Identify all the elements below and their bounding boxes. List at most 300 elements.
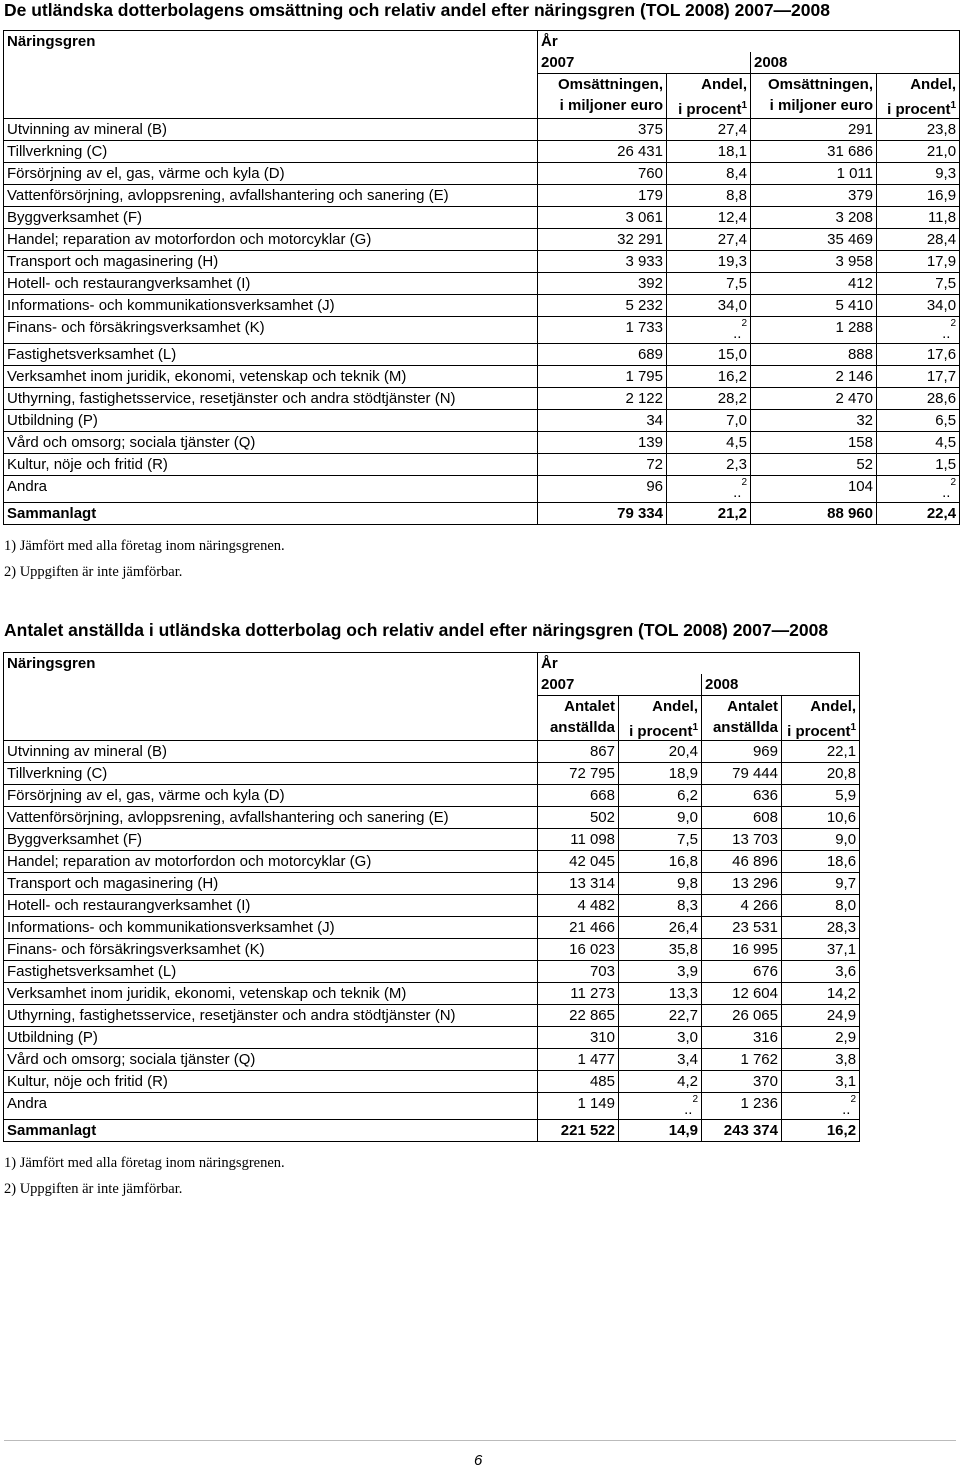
header-row-years bbox=[4, 52, 960, 74]
row-label: Vattenförsörjning, avloppsrening, avfallshantering och sanering (E) bbox=[4, 807, 538, 829]
header-row-year bbox=[4, 31, 960, 53]
cell-value: 52 bbox=[856, 456, 873, 473]
cell-value: .. bbox=[942, 484, 951, 501]
row-label: Försörjning av el, gas, värme och kyla (D) bbox=[4, 785, 538, 807]
column-header-1-line1: Antalet bbox=[564, 698, 615, 715]
row-value-2 bbox=[667, 410, 751, 432]
row-label: Handel; reparation av motorfordon och motorcyklar (G) bbox=[4, 851, 538, 873]
cell-value: 79 444 bbox=[732, 765, 778, 782]
column-header-4-line1: Andel, bbox=[810, 698, 857, 715]
cell-value: 2 122 bbox=[625, 390, 663, 407]
page-number: 6 bbox=[474, 1452, 483, 1469]
row-value-1 bbox=[538, 851, 619, 873]
footnote-ref-2: 2 bbox=[741, 318, 747, 329]
row-value-1 bbox=[538, 388, 667, 410]
cell-value: 2 146 bbox=[835, 368, 873, 385]
row-value-2 bbox=[619, 939, 702, 961]
cell-value: 96 bbox=[646, 478, 663, 495]
row-value-1 bbox=[538, 119, 667, 141]
cell-value: 9,8 bbox=[677, 875, 698, 892]
table-row bbox=[4, 763, 860, 785]
row-value-3 bbox=[751, 119, 877, 141]
row-value-4 bbox=[782, 763, 860, 785]
row-value-2 bbox=[619, 1093, 702, 1120]
cell-value: .. bbox=[733, 325, 742, 342]
row-value-4 bbox=[877, 366, 960, 388]
header-row-columns bbox=[4, 74, 960, 119]
total-value-2: 14,9 bbox=[619, 1120, 702, 1142]
cell-value: 689 bbox=[637, 346, 663, 363]
cell-value: 18,6 bbox=[826, 853, 857, 870]
row-value-4 bbox=[782, 917, 860, 939]
cell-value: 139 bbox=[637, 434, 663, 451]
cell-value: 17,7 bbox=[926, 368, 957, 385]
column-header-3-line2 bbox=[705, 717, 778, 738]
row-value-2 bbox=[619, 741, 702, 763]
table-row bbox=[4, 873, 860, 895]
cell-value: 5 410 bbox=[835, 297, 873, 314]
row-value-1 bbox=[538, 344, 667, 366]
row-label: Vattenförsörjning, avloppsrening, avfallshantering och sanering (E) bbox=[4, 185, 538, 207]
footnote-ref-2: 2 bbox=[850, 1094, 857, 1105]
row-value-4 bbox=[877, 295, 960, 317]
table-row bbox=[4, 1049, 860, 1071]
table-row bbox=[4, 163, 960, 185]
row-value-1 bbox=[538, 829, 619, 851]
row-label: Tillverkning (C) bbox=[4, 763, 538, 785]
row-label: Vård och omsorg; sociala tjänster (Q) bbox=[4, 432, 538, 454]
cell-value: 291 bbox=[847, 121, 873, 138]
cell-value: 19,3 bbox=[717, 253, 747, 270]
table1-footnote-2: 2) Uppgiften är inte jämförbar. bbox=[4, 564, 183, 580]
cell-value: 5 232 bbox=[625, 297, 663, 314]
row-value-1 bbox=[538, 295, 667, 317]
table-row bbox=[4, 317, 960, 344]
row-value-1 bbox=[538, 476, 667, 503]
row-value-4 bbox=[782, 807, 860, 829]
row-value-2 bbox=[667, 273, 751, 295]
column-header-4-line1: Andel, bbox=[910, 76, 957, 93]
cell-value: 34 bbox=[646, 412, 663, 429]
row-value-2 bbox=[619, 1005, 702, 1027]
total-value-3: 243 374 bbox=[702, 1120, 782, 1142]
header-branch-spacer bbox=[4, 696, 538, 741]
cell-value: 14,2 bbox=[826, 985, 857, 1002]
column-header-1-unit: i miljoner euro bbox=[559, 97, 663, 114]
row-value-2 bbox=[619, 807, 702, 829]
row-value-2 bbox=[619, 829, 702, 851]
header-year: År bbox=[538, 31, 960, 53]
row-value-1 bbox=[538, 1027, 619, 1049]
header-row-years bbox=[4, 674, 860, 696]
cell-value: 28,6 bbox=[926, 390, 957, 407]
cell-value: 8,4 bbox=[726, 165, 747, 182]
cell-value: 11 098 bbox=[570, 831, 615, 848]
cell-value: 15,0 bbox=[717, 346, 747, 363]
table-row bbox=[4, 917, 860, 939]
cell-value: 3,4 bbox=[677, 1051, 698, 1068]
row-value-2 bbox=[619, 873, 702, 895]
row-label: Hotell- och restaurangverksamhet (I) bbox=[4, 273, 538, 295]
row-value-3 bbox=[751, 273, 877, 295]
row-value-1 bbox=[538, 141, 667, 163]
table-row bbox=[4, 295, 960, 317]
cell-value: 7,5 bbox=[726, 275, 747, 292]
cell-value: 1 288 bbox=[835, 319, 873, 336]
row-label: Utvinning av mineral (B) bbox=[4, 741, 538, 763]
row-label: Kultur, nöje och fritid (R) bbox=[4, 1071, 538, 1093]
cell-value: 23,8 bbox=[926, 121, 957, 138]
row-value-1 bbox=[538, 1093, 619, 1120]
footnote-ref-1: 1 bbox=[950, 100, 957, 111]
row-value-3 bbox=[702, 873, 782, 895]
table-row bbox=[4, 388, 960, 410]
row-value-4 bbox=[782, 1071, 860, 1093]
cell-value: 4,2 bbox=[677, 1073, 698, 1090]
cell-value: 16,9 bbox=[926, 187, 957, 204]
cell-value: 34,0 bbox=[717, 297, 747, 314]
row-value-4 bbox=[782, 785, 860, 807]
cell-value: 8,8 bbox=[726, 187, 747, 204]
total-label: Sammanlagt bbox=[4, 1120, 538, 1142]
table-row bbox=[4, 807, 860, 829]
footnote-ref-1: 1 bbox=[850, 722, 857, 733]
cell-value: 35 469 bbox=[827, 231, 873, 248]
cell-value: 17,9 bbox=[926, 253, 957, 270]
footnote-ref-2: 2 bbox=[692, 1094, 698, 1105]
row-value-2 bbox=[619, 1049, 702, 1071]
row-value-4 bbox=[877, 207, 960, 229]
row-value-2 bbox=[667, 476, 751, 503]
table-row bbox=[4, 185, 960, 207]
row-value-4 bbox=[782, 1005, 860, 1027]
row-label: Byggverksamhet (F) bbox=[4, 207, 538, 229]
total-value-3: 88 960 bbox=[751, 503, 877, 525]
row-value-1 bbox=[538, 229, 667, 251]
table2-footnote-2: 2) Uppgiften är inte jämförbar. bbox=[4, 1181, 183, 1197]
row-value-3 bbox=[702, 829, 782, 851]
cell-value: 16,8 bbox=[668, 853, 698, 870]
row-value-3 bbox=[702, 983, 782, 1005]
row-value-2 bbox=[667, 207, 751, 229]
column-header-3-line2 bbox=[754, 95, 873, 116]
total-value-1: 79 334 bbox=[538, 503, 667, 525]
cell-value: 32 bbox=[856, 412, 873, 429]
column-header-4 bbox=[877, 74, 960, 119]
cell-value: 3 933 bbox=[625, 253, 663, 270]
table1-title: De utländska dotterbolagens omsättning och relativ andel efter näringsgren (TOL 2008) 2007—2008 bbox=[4, 0, 830, 20]
cell-value: 502 bbox=[589, 809, 615, 826]
table-row bbox=[4, 476, 960, 503]
row-value-1 bbox=[538, 873, 619, 895]
cell-value: 18,9 bbox=[668, 765, 698, 782]
row-value-4 bbox=[877, 410, 960, 432]
row-label: Utvinning av mineral (B) bbox=[4, 119, 538, 141]
row-label: Försörjning av el, gas, värme och kyla (D) bbox=[4, 163, 538, 185]
cell-value: 3 958 bbox=[835, 253, 873, 270]
cell-value: 3 061 bbox=[625, 209, 663, 226]
cell-value: 13 703 bbox=[732, 831, 778, 848]
column-header-3-line1: Omsättningen, bbox=[767, 76, 873, 93]
cell-value: 1 011 bbox=[836, 165, 873, 182]
row-value-3 bbox=[702, 961, 782, 983]
column-header-2-unit: i procent bbox=[678, 101, 742, 118]
cell-value: 2,9 bbox=[835, 1029, 857, 1046]
column-header-4-unit: i procent bbox=[787, 723, 851, 740]
table-row bbox=[4, 344, 960, 366]
cell-value: 888 bbox=[847, 346, 873, 363]
table-row bbox=[4, 454, 960, 476]
cell-value: .. bbox=[942, 325, 951, 342]
row-label: Informations- och kommunikationsverksamhet (J) bbox=[4, 295, 538, 317]
row-value-4 bbox=[782, 873, 860, 895]
cell-value: 8,0 bbox=[835, 897, 857, 914]
cell-value: 18,1 bbox=[717, 143, 747, 160]
cell-value: .. bbox=[842, 1101, 851, 1118]
row-label: Transport och magasinering (H) bbox=[4, 251, 538, 273]
cell-value: 3,0 bbox=[677, 1029, 698, 1046]
cell-value: 760 bbox=[637, 165, 663, 182]
cell-value: 969 bbox=[752, 743, 778, 760]
row-value-3 bbox=[751, 344, 877, 366]
table-row bbox=[4, 251, 960, 273]
cell-value: 392 bbox=[637, 275, 663, 292]
row-value-4 bbox=[877, 476, 960, 503]
cell-value: 34,0 bbox=[926, 297, 957, 314]
total-row bbox=[4, 1120, 860, 1142]
table-row bbox=[4, 939, 860, 961]
row-value-1 bbox=[538, 251, 667, 273]
column-header-2-line1: Andel, bbox=[652, 698, 698, 715]
column-header-2-line2 bbox=[670, 99, 747, 120]
row-label: Uthyrning, fastighetsservice, resetjänster och andra stödtjänster (N) bbox=[4, 1005, 538, 1027]
cell-value: 20,4 bbox=[668, 743, 698, 760]
row-label: Verksamhet inom juridik, ekonomi, vetenskap och teknik (M) bbox=[4, 366, 538, 388]
row-label: Tillverkning (C) bbox=[4, 141, 538, 163]
cell-value: 1 149 bbox=[577, 1095, 615, 1112]
row-value-1 bbox=[538, 741, 619, 763]
row-label: Fastighetsverksamhet (L) bbox=[4, 961, 538, 983]
cell-value: .. bbox=[684, 1101, 693, 1118]
row-value-2 bbox=[667, 432, 751, 454]
row-value-2 bbox=[667, 317, 751, 344]
row-value-2 bbox=[619, 983, 702, 1005]
row-value-1 bbox=[538, 763, 619, 785]
table-row bbox=[4, 432, 960, 454]
cell-value: 27,4 bbox=[717, 231, 747, 248]
table1-footnote-1: 1) Jämfört med alla företag inom näringsgrenen. bbox=[4, 538, 285, 554]
cell-value: 370 bbox=[752, 1073, 778, 1090]
row-label: Andra bbox=[4, 1093, 538, 1120]
row-value-1 bbox=[538, 895, 619, 917]
row-label: Fastighetsverksamhet (L) bbox=[4, 344, 538, 366]
row-label: Byggverksamhet (F) bbox=[4, 829, 538, 851]
cell-value: 6,5 bbox=[935, 412, 957, 429]
row-value-1 bbox=[538, 273, 667, 295]
column-header-1-line2 bbox=[541, 717, 615, 738]
row-value-1 bbox=[538, 185, 667, 207]
row-value-1 bbox=[538, 317, 667, 344]
cell-value: 72 795 bbox=[569, 765, 615, 782]
row-label: Utbildning (P) bbox=[4, 1027, 538, 1049]
cell-value: 2 470 bbox=[835, 390, 873, 407]
cell-value: 608 bbox=[752, 809, 778, 826]
row-value-1 bbox=[538, 1071, 619, 1093]
cell-value: 3,9 bbox=[677, 963, 698, 980]
cell-value: 20,8 bbox=[826, 765, 857, 782]
cell-value: 24,9 bbox=[826, 1007, 857, 1024]
row-label: Andra bbox=[4, 476, 538, 503]
cell-value: 316 bbox=[752, 1029, 778, 1046]
cell-value: 26 431 bbox=[617, 143, 663, 160]
footnote-ref-2: 2 bbox=[950, 477, 957, 488]
table2-title: Antalet anställda i utländska dotterbolag och relativ andel efter näringsgren (TOL 2008) 2007—2008 bbox=[4, 620, 829, 640]
cell-value: 23 531 bbox=[732, 919, 778, 936]
row-value-4 bbox=[877, 185, 960, 207]
row-value-2 bbox=[667, 229, 751, 251]
cell-value: 3,1 bbox=[835, 1073, 857, 1090]
row-label: Transport och magasinering (H) bbox=[4, 873, 538, 895]
total-value-1: 221 522 bbox=[538, 1120, 619, 1142]
table-row bbox=[4, 983, 860, 1005]
row-value-4 bbox=[782, 895, 860, 917]
row-label: Informations- och kommunikationsverksamhet (J) bbox=[4, 917, 538, 939]
header-branch: Näringsgren bbox=[4, 31, 538, 53]
row-value-1 bbox=[538, 939, 619, 961]
header-year-1: 2007 bbox=[538, 52, 751, 74]
cell-value: 11,8 bbox=[927, 209, 957, 226]
employees-table bbox=[3, 652, 860, 1142]
row-value-4 bbox=[782, 1027, 860, 1049]
table-row bbox=[4, 229, 960, 251]
column-header-2 bbox=[667, 74, 751, 119]
row-value-1 bbox=[538, 917, 619, 939]
row-label: Handel; reparation av motorfordon och motorcyklar (G) bbox=[4, 229, 538, 251]
row-value-2 bbox=[619, 785, 702, 807]
cell-value: 2,3 bbox=[726, 456, 747, 473]
cell-value: 22 865 bbox=[569, 1007, 615, 1024]
cell-value: 12,4 bbox=[717, 209, 747, 226]
footnote-ref-2: 2 bbox=[741, 477, 747, 488]
cell-value: 16 995 bbox=[732, 941, 778, 958]
header-year-1: 2007 bbox=[538, 674, 702, 696]
row-value-3 bbox=[751, 454, 877, 476]
footnote-ref-1: 1 bbox=[692, 722, 698, 733]
column-header-3-unit: i miljoner euro bbox=[769, 97, 873, 114]
column-header-3 bbox=[702, 696, 782, 741]
cell-value: 27,4 bbox=[717, 121, 747, 138]
row-value-4 bbox=[782, 741, 860, 763]
cell-value: 668 bbox=[589, 787, 615, 804]
table-row bbox=[4, 1027, 860, 1049]
cell-value: 1,5 bbox=[935, 456, 957, 473]
cell-value: 32 291 bbox=[617, 231, 663, 248]
row-label: Finans- och försäkringsverksamhet (K) bbox=[4, 939, 538, 961]
row-value-2 bbox=[619, 1027, 702, 1049]
row-value-4 bbox=[877, 141, 960, 163]
row-label: Uthyrning, fastighetsservice, resetjänster och andra stödtjänster (N) bbox=[4, 388, 538, 410]
row-value-2 bbox=[667, 185, 751, 207]
table-row bbox=[4, 785, 860, 807]
cell-value: 375 bbox=[637, 121, 663, 138]
cell-value: 9,0 bbox=[835, 831, 857, 848]
row-value-3 bbox=[751, 388, 877, 410]
table-row bbox=[4, 851, 860, 873]
row-value-4 bbox=[782, 851, 860, 873]
cell-value: 379 bbox=[847, 187, 873, 204]
row-value-4 bbox=[877, 251, 960, 273]
row-label: Kultur, nöje och fritid (R) bbox=[4, 454, 538, 476]
row-value-4 bbox=[877, 119, 960, 141]
row-value-4 bbox=[877, 454, 960, 476]
footnote-ref-1: 1 bbox=[741, 100, 747, 111]
row-value-2 bbox=[619, 961, 702, 983]
row-value-3 bbox=[751, 229, 877, 251]
row-value-3 bbox=[751, 317, 877, 344]
table-row bbox=[4, 1093, 860, 1120]
row-value-2 bbox=[619, 917, 702, 939]
row-value-3 bbox=[702, 807, 782, 829]
row-value-4 bbox=[877, 317, 960, 344]
row-value-2 bbox=[667, 344, 751, 366]
row-value-1 bbox=[538, 410, 667, 432]
table-row bbox=[4, 366, 960, 388]
cell-value: 104 bbox=[847, 478, 873, 495]
row-value-3 bbox=[702, 741, 782, 763]
cell-value: 16 023 bbox=[569, 941, 615, 958]
row-value-1 bbox=[538, 807, 619, 829]
cell-value: 8,3 bbox=[677, 897, 698, 914]
cell-value: 867 bbox=[589, 743, 615, 760]
column-header-1 bbox=[538, 74, 667, 119]
turnover-table bbox=[3, 30, 960, 525]
row-value-3 bbox=[751, 141, 877, 163]
table-row bbox=[4, 273, 960, 295]
header-branch-spacer bbox=[4, 52, 538, 74]
table-row bbox=[4, 207, 960, 229]
total-value-2: 21,2 bbox=[667, 503, 751, 525]
row-value-2 bbox=[667, 454, 751, 476]
row-value-4 bbox=[877, 344, 960, 366]
row-value-2 bbox=[667, 251, 751, 273]
row-value-2 bbox=[667, 163, 751, 185]
cell-value: 485 bbox=[589, 1073, 615, 1090]
row-value-4 bbox=[782, 939, 860, 961]
row-value-3 bbox=[702, 1071, 782, 1093]
row-value-3 bbox=[702, 1027, 782, 1049]
row-value-1 bbox=[538, 1049, 619, 1071]
column-header-2 bbox=[619, 696, 702, 741]
cell-value: 1 795 bbox=[625, 368, 663, 385]
row-value-2 bbox=[667, 366, 751, 388]
row-value-2 bbox=[619, 851, 702, 873]
header-year-2: 2008 bbox=[751, 52, 960, 74]
cell-value: 4 266 bbox=[740, 897, 778, 914]
row-value-1 bbox=[538, 961, 619, 983]
cell-value: 158 bbox=[847, 434, 873, 451]
row-value-3 bbox=[702, 785, 782, 807]
table-row bbox=[4, 829, 860, 851]
cell-value: 310 bbox=[589, 1029, 615, 1046]
cell-value: 12 604 bbox=[732, 985, 778, 1002]
total-value-4: 16,2 bbox=[782, 1120, 860, 1142]
row-value-3 bbox=[751, 410, 877, 432]
cell-value: .. bbox=[733, 484, 742, 501]
row-value-1 bbox=[538, 1005, 619, 1027]
header-branch-spacer bbox=[4, 674, 538, 696]
table-row bbox=[4, 1071, 860, 1093]
table-row bbox=[4, 895, 860, 917]
